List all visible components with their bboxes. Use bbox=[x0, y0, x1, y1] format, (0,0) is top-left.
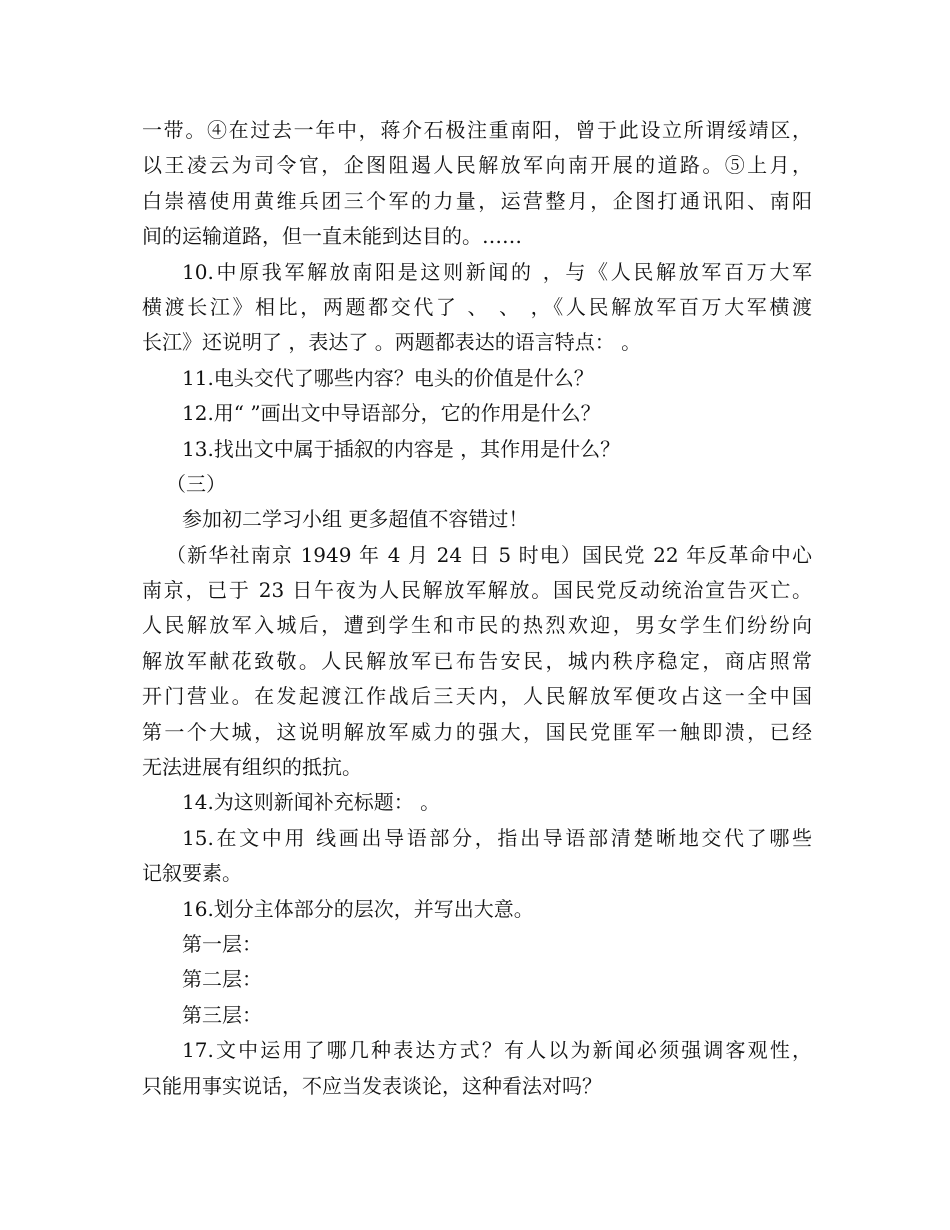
text-line: 第一层： bbox=[182, 931, 262, 956]
text-line: 只能用事实说话，不应当发表谈论，这种看法对吗？ bbox=[142, 1073, 602, 1098]
text-line: 17.文中运用了哪几种表达方式？有人以为新闻必须强调客观性， bbox=[182, 1038, 812, 1063]
text-line: 15.在文中用 线画出导语部分，指出导语部清楚晰地交代了哪些 bbox=[182, 825, 812, 850]
text-line: 间的运输道路，但一直未能到达目的。…… bbox=[142, 224, 522, 249]
text-line: 人民解放军入城后，遭到学生和市民的热烈欢迎，男女学生们纷纷向 bbox=[142, 613, 812, 638]
text-line: 开门营业。在发起渡江作战后三天内，人民解放军便攻占这一全中国 bbox=[142, 684, 812, 709]
text-line: 以王凌云为司令官，企图阻遏人民解放军向南开展的道路。⑤上月， bbox=[142, 153, 812, 178]
text-line: 第二层： bbox=[182, 967, 262, 992]
text-line: （三） bbox=[166, 471, 226, 496]
text-line: 南京，已于 23 日午夜为人民解放军解放。国民党反动统治宣告灭亡。 bbox=[142, 578, 812, 603]
text-line: 一带。④在过去一年中，蒋介石极注重南阳，曾于此设立所谓绥靖区， bbox=[142, 118, 812, 142]
text-line: 解放军献花致敬。人民解放军已布告安民，城内秩序稳定，商店照常 bbox=[142, 648, 812, 673]
text-line: 白崇禧使用黄维兵团三个军的力量，运营整月，企图打通讯阳、南阳 bbox=[142, 188, 812, 213]
text-line: 11.电头交代了哪些内容？电头的价值是什么？ bbox=[182, 365, 594, 390]
document-text bbox=[142, 113, 812, 1104]
text-line: 第三层： bbox=[182, 1002, 262, 1027]
text-line: 13.找出文中属于插叙的内容是 ，其作用是什么？ bbox=[182, 436, 621, 461]
text-line: 第一个大城，这说明解放军威力的强大，国民党匪军一触即溃，已经 bbox=[142, 719, 812, 744]
text-line: 14.为这则新闻补充标题： 。 bbox=[182, 790, 441, 815]
text-line: 横渡长江》相比，两题都交代了 、 、 ，《人民解放军百万大军横渡 bbox=[142, 294, 812, 319]
text-line: 记叙要素。 bbox=[142, 861, 242, 886]
text-line: 长江》还说明了 ，表达了 。两题都表达的语言特点： 。 bbox=[142, 330, 642, 355]
text-line: 16.划分主体部分的层次，并写出大意。 bbox=[182, 896, 534, 921]
text-line: 12.用“ ”画出文中导语部分，它的作用是什么？ bbox=[182, 401, 601, 426]
text-line: 无法进展有组织的抵抗。 bbox=[142, 755, 362, 780]
text-line: 10.中原我军解放南阳是这则新闻的 ，与《人民解放军百万大军 bbox=[182, 259, 812, 284]
text-line: 参加初二学习小组 更多超值不容错过！ bbox=[182, 507, 529, 532]
text-line: （新华社南京 1949 年 4 月 24 日 5 时电）国民党 22 年反革命中心 bbox=[166, 542, 812, 567]
